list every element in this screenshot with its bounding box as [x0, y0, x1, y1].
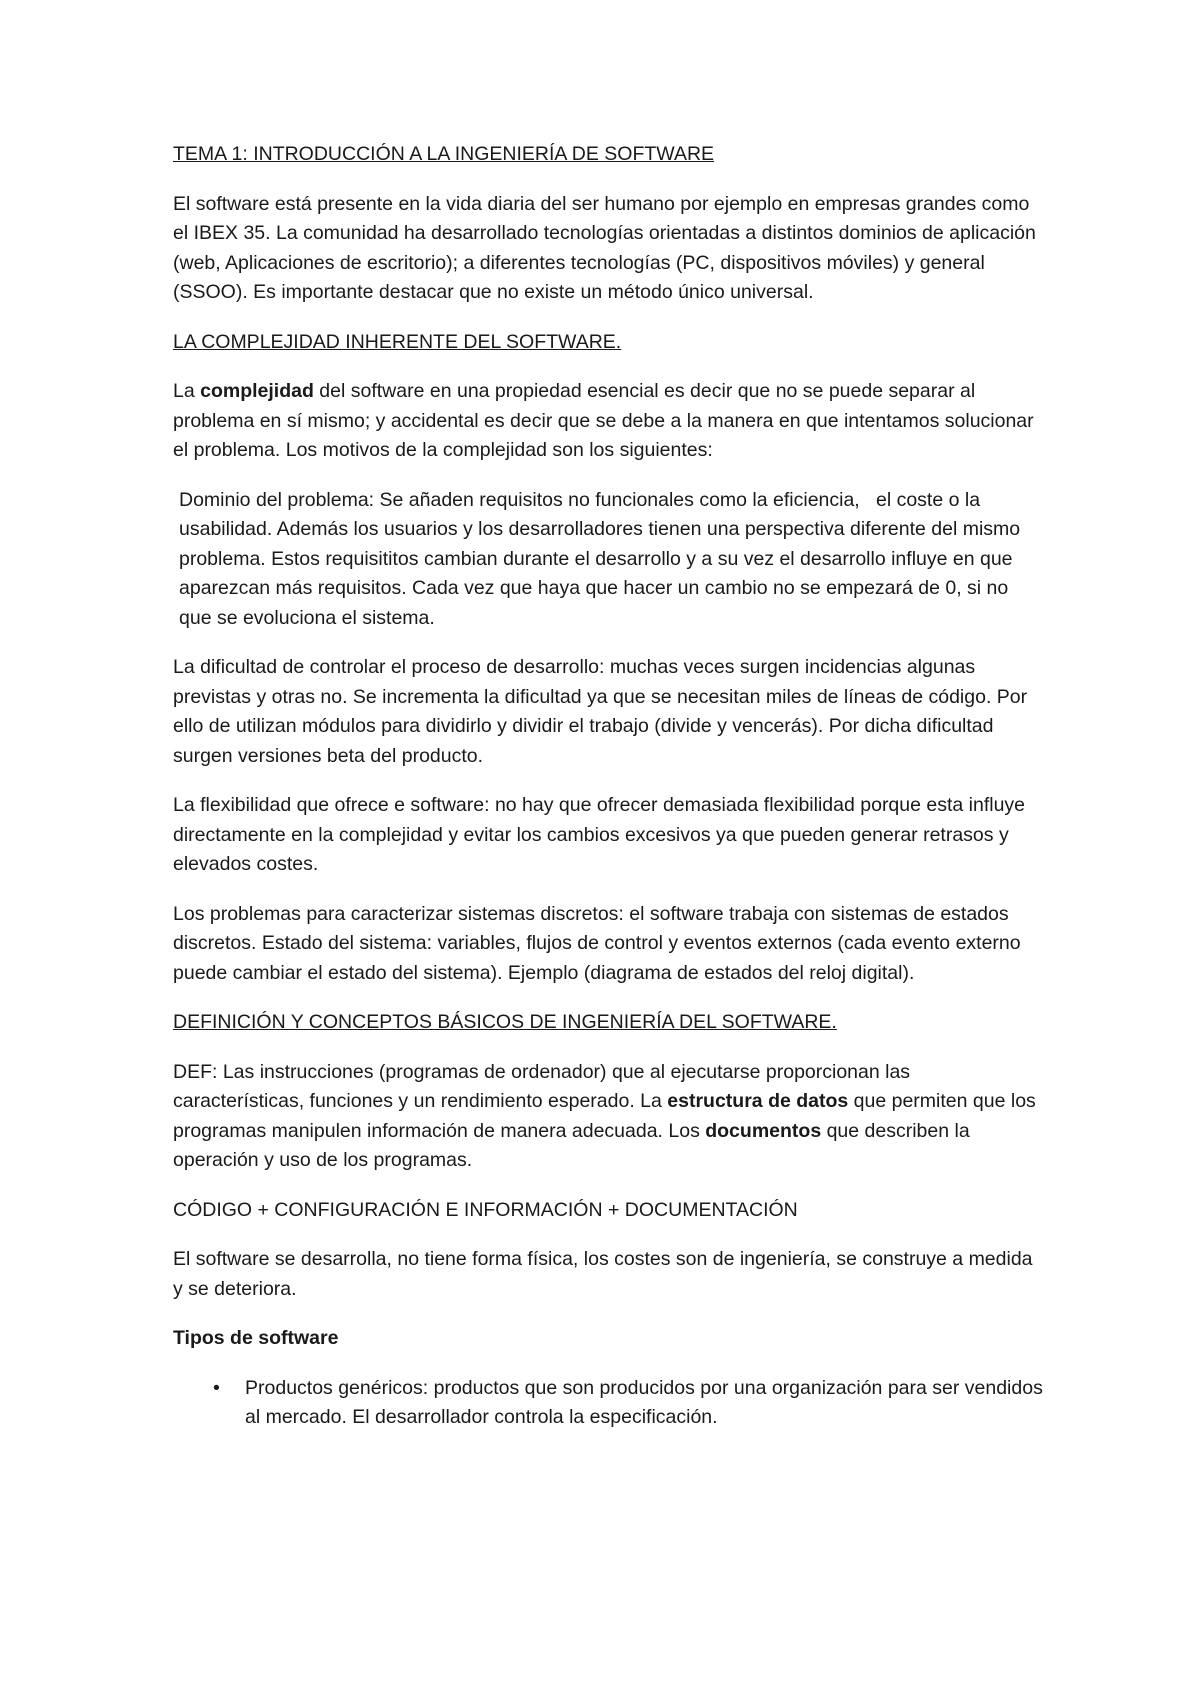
complejidad-bold: complejidad [200, 380, 314, 402]
desarrolla-paragraph: El software se desarrolla, no tiene forma física, los costes son de ingeniería, se construye a medida y se deteriora. [173, 1248, 1033, 1300]
discretos-paragraph: Los problemas para caracterizar sistemas discretos: el software trabaja con sistemas de estados discretos. Estado del sistema: variables, flujos de control y eventos externos (cada evento externo puede cambiar el estado del sistema). Ejemplo (diagrama de estados del reloj digital). [173, 902, 1021, 984]
dominio-paragraph: Dominio del problema: Se añaden requisitos no funcionales como la eficiencia, el coste o la usabilidad. Además los usuarios y los desarrolladores tienen una perspectiva diferente del mismo problema. Estos requisititos cambian durante el desarrollo y a su vez el desarrollo influye en que aparezcan más requisitos. Cada vez que haya que hacer un cambio no se empezará de 0, si no que se evoluciona el sistema. [179, 488, 1026, 629]
section-heading-definicion: DEFINICIÓN Y CONCEPTOS BÁSICOS DE INGENIERÍA DEL SOFTWARE. [173, 1011, 837, 1033]
def-part1: DEF: Las instrucciones (programas de ordenador) que al ejecutarse proporcionan las características, funciones y un rendimiento esperado. La [173, 1060, 911, 1112]
tipos-heading: Tipos de software [173, 1327, 339, 1349]
tipos-list [173, 1374, 1043, 1433]
complejidad-post: del software en una propiedad esencial es decir que no se puede separar al problema en sí mismo; y accidental es decir que se debe a la manera en que intentamos solucionar el problema. Los motivos de la complejidad son los siguientes: [173, 380, 1034, 461]
document-title: TEMA 1: INTRODUCCIÓN A LA INGENIERÍA DE SOFTWARE [173, 143, 715, 165]
list-item [173, 1374, 1043, 1433]
complejidad-paragraph [173, 377, 1043, 466]
formula-line: CÓDIGO + CONFIGURACIÓN E INFORMACIÓN + DOCUMENTACIÓN [173, 1198, 798, 1221]
document-page [173, 140, 1043, 1443]
bullet-icon: • [213, 1376, 220, 1399]
intro-paragraph: El software está presente en la vida diaria del ser humano por ejemplo en empresas grandes como el IBEX 35. La comunidad ha desarrollado tecnologías orientadas a distintos dominios de aplicación (web, Aplicaciones de escritorio); a diferentes tecnologías (PC, dispositivos móviles) y general (SSOO). Es importante destacar que no existe un método único universal. [173, 192, 1036, 303]
list-item-text: Productos genéricos: productos que son producidos por una organización para ser vendidos al mercado. El desarrollador controla la especificación. [245, 1376, 1043, 1428]
def-bold-estructura: estructura de datos [667, 1090, 849, 1112]
def-paragraph [173, 1058, 1043, 1176]
def-part2: que permiten que los programas manipulen información de manera adecuada. Los [173, 1090, 1036, 1142]
flexibilidad-paragraph: La flexibilidad que ofrece e software: no hay que ofrecer demasiada flexibilidad porque esta influye directamente en la complejidad y evitar los cambios excesivos ya que pueden generar retrasos y elevados costes. [173, 794, 1026, 875]
dificultad-paragraph: La dificultad de controlar el proceso de desarrollo: muchas veces surgen incidencias algunas previstas y otras no. Se incrementa la dificultad ya que se necesitan miles de líneas de código. Por ello de utilizan módulos para dividirlo y dividir el trabajo (divide y vencerás). Por dicha dificultad surgen versiones beta del producto. [173, 656, 1028, 767]
def-bold-documentos: documentos [705, 1119, 822, 1142]
section-heading-complejidad: LA COMPLEJIDAD INHERENTE DEL SOFTWARE. [173, 330, 622, 353]
complejidad-pre: La [173, 380, 201, 402]
def-part3: que describen la operación y uso de los programas. [173, 1119, 970, 1171]
